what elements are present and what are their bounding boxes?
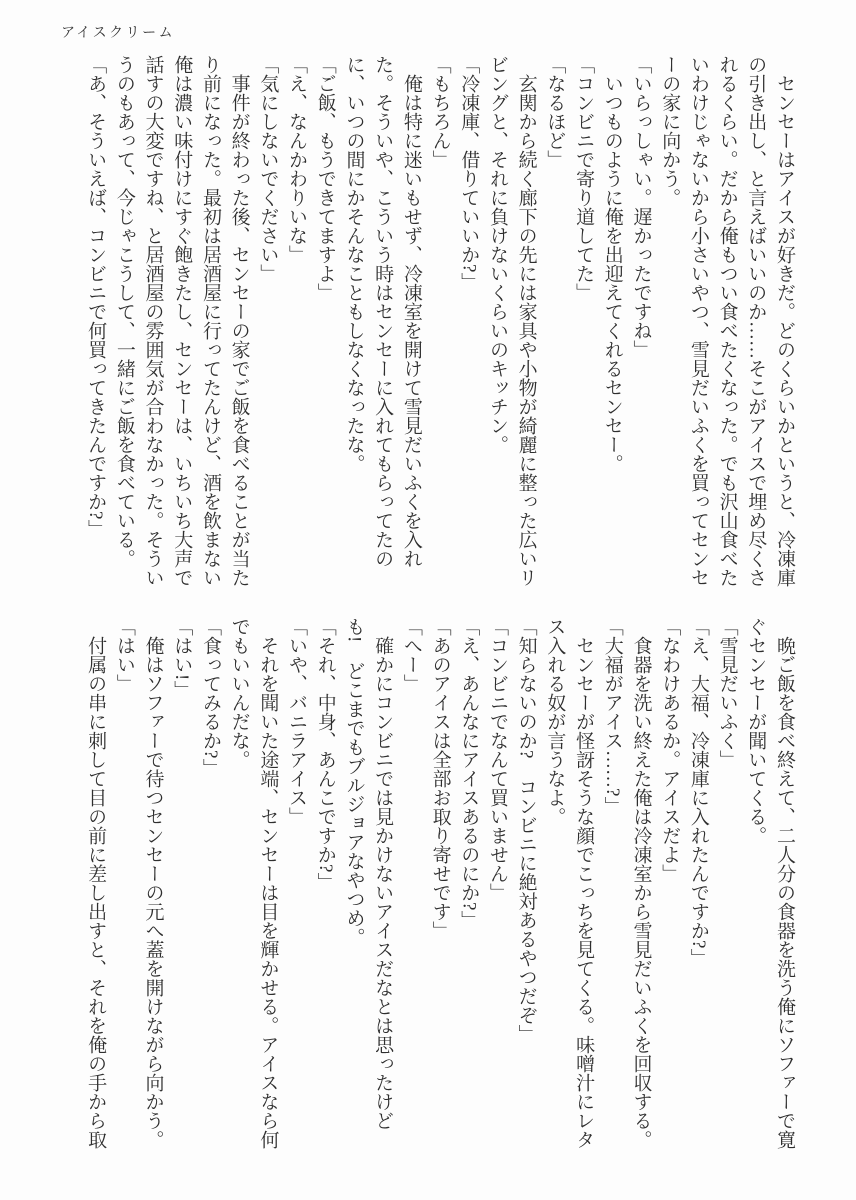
text-line: 「ご飯、もうできてますよ」 [314,55,336,302]
text-line: ぐセンセーが聞いてくる。 [745,617,767,845]
text-line: 「それ、中身、あんこですか?」 [314,617,336,892]
text-line: センセーはアイスが好きだ。どのくらいかというと、冷凍庫 [774,55,795,587]
text-line: 「気にしないでください」 [257,55,279,283]
text-line: それを聞いた途端、センセーは目を輝かせる。アイスなら何 [257,617,279,1149]
text-line: 「いらっしゃい。遅かったですね」 [630,55,652,359]
text-line: 「へー」 [400,617,422,693]
text-line: ーの家に向かう。 [659,55,681,207]
text-line: 「はい!」 [171,617,193,700]
text-line: 付属の串に刺して目の前に差し出すと、それを俺の手から取 [85,617,107,1149]
text-line: も! どこまでもブルジョアなやつめ。 [343,617,365,947]
text-line: 俺はソファーで待つセンセーの元へ蓋を開けながら向かう。 [142,617,164,1149]
text-line: 「雪見だいふく」 [716,617,738,769]
text-line: 「もちろん」 [429,55,451,169]
text-line: た。そういや、こういう時はセンセーに入れてもらってたの [372,55,394,568]
text-line: 「いや、バニラアイス」 [286,617,308,826]
text-line: でもいいんだな。 [228,617,250,769]
text-line: の引き出し、と言えばいいのか……そこがアイスで埋め尽くさ [745,55,767,587]
text-line: 確かにコンビニでは見かけないアイスだなとは思ったけど [372,617,394,1130]
text-line: 「え、なんかわりいな」 [286,55,308,264]
vertical-text-block-top [80,55,798,591]
text-line: 「はい」 [113,617,135,693]
text-line: 「え、あんなにアイスあるのにか?」 [458,617,480,930]
page-title: アイスクリーム [61,26,176,41]
text-line: 「あのアイスは全部お取り寄せです」 [429,617,451,940]
text-line: 「冷凍庫、借りていいか?」 [458,55,480,292]
text-line: うのもあって、今じゃこうして、一緒にご飯を食べている。 [113,55,135,568]
text-line: 「知らないのか? コンビニに絶対あるやつだぞ」 [515,617,537,1044]
text-line: り前になった。最初は居酒屋に行ってたんけど、酒を飲まない [199,55,221,587]
text-line: 「あ、そういえば、コンビニで何買ってきたんですか?」 [85,55,107,539]
text-line: いわけじゃないから小さいやつ、雪見だいふくを買ってセンセ [687,55,709,587]
text-line: いつものように俺を出迎えてくれるセンセー。 [601,55,623,473]
text-line: センセーが怪訝そうな顔でこっちを見てくる。味噌汁にレタ [573,617,595,1149]
text-line: 「大福がアイス……?」 [601,617,623,816]
text-line: ビングと、それに負けないくらいのキッチン。 [486,55,508,454]
text-line: 俺は濃い味付けにすぐ飽きたし、センセーは、いちいち大声で [171,55,193,587]
text-line: 事件が終わった後、センセーの家でご飯を食べることが当た [228,55,250,587]
text-line: 玄関から続く廊下の先には家具や小物が綺麗に整った広いリ [515,55,537,587]
text-line: に、いつの間にかそんなこともしなくなったな。 [343,55,365,473]
text-line: 話すの大変ですね、と居酒屋の雰囲気が合わなかった。そうい [142,55,164,587]
text-line: 「なるほど」 [544,55,566,169]
text-line: ス入れる奴が言うなよ。 [544,617,566,826]
text-line: 食器を洗い終えた俺は冷凍室から雪見だいふくを回収する。 [630,617,652,1149]
vertical-text-block-bottom [80,617,798,1153]
text-line: 晩ご飯を食べ終えて、二人分の食器を洗う俺にソファーで寛 [774,617,795,1149]
text-line: れるくらい。だから俺もつい食べたくなった。でも沢山食べた [716,55,738,587]
text-line: 「食ってみるか?」 [199,617,221,778]
text-line: 「え、大福、冷凍庫に入れたんですか?」 [687,617,709,968]
text-line: 俺は特に迷いもせず、冷凍室を開けて雪見だいふくを入れ [400,55,422,568]
text-line: 「コンビニで寄り道してた」 [573,55,595,302]
text-line: 「なわけあるか。アイスだよ」 [659,617,681,883]
text-line: 「コンビニでなんて買いません」 [486,617,508,902]
